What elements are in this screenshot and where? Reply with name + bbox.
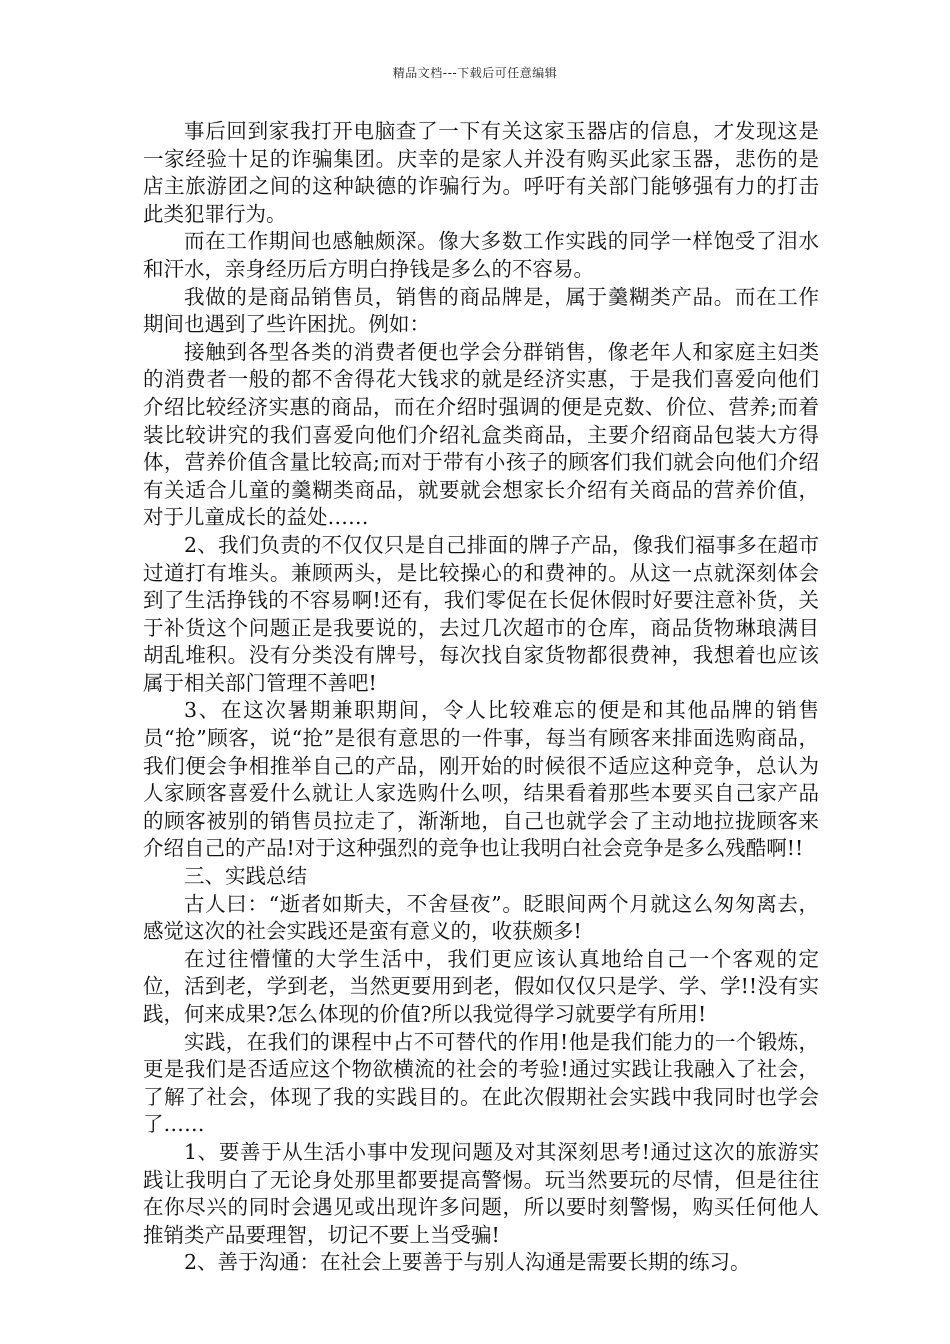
paragraph: 2、善于沟通：在社会上要善于与别人沟通是需要长期的练习。 [184, 1250, 751, 1275]
paragraph: 而在工作期间也感触颇深。像大多数工作实践的同学一样饱受了泪水和汗水，亲身经历后方明白挣钱是多么的不容易。 [143, 229, 819, 281]
paragraph: 事后回到家我打开电脑查了一下有关这家玉器店的信息，才发现这是一家经验十足的诈骗集团。庆幸的是家人并没有购买此家玉器，悲伤的是店主旅游团之间的这种缺德的诈骗行为。呼吁有关部门能够强有力的打击此类犯罪行为。 [143, 119, 819, 226]
section-heading: 三、实践总结 [184, 864, 307, 889]
paragraph: 3、在这次暑期兼职期间，令人比较难忘的便是和其他品牌的销售员“抢”顾客，说“抢”是很有意思的一件事，每当有顾客来排面选购商品，我们便会争相推举自己的产品，刚开始的时候很不适应这种竞争，总认为人家顾客喜爱什么就让人家选购什么呗，结果看着那些本要买自己家产品的顾客被别的销售员拉走了，渐渐地，自己也就学会了主动地拉拢顾客来介绍自己的产品!对于这种强烈的竞争也让我明白社会竞争是多么残酷啊!! [143, 698, 819, 861]
paragraph: 在过往懵懂的大学生活中，我们更应该认真地给自己一个客观的定位，活到老，学到老，当然更要用到老，假如仅仅只是学、学、学!!没有实践，何来成果?怎么体现的价值?所以我觉得学习就要学有所用! [143, 946, 819, 1026]
paragraph: 2、我们负责的不仅仅只是自己排面的牌子产品，像我们福事多在超市过道打有堆头。兼顾两头，是比较操心的和费神的。从这一点就深刻体会到了生活挣钱的不容易啊!还有，我们零促在长促休假时好要注意补货，关于补货这个问题正是我要说的，去过几次超市的仓库，商品货物琳琅满目胡乱堆积。没有分类没有牌号，每次找自家货物都很费神，我想着也应该属于相关部门管理不善吧! [143, 532, 819, 695]
paragraph: 接触到各型各类的消费者便也学会分群销售，像老年人和家庭主妇类的消费者一般的都不舍得花大钱求的就是经济实惠，于是我们喜爱向他们介绍比较经济实惠的商品，而在介绍时强调的便是克数、价位、营养;而着装比较讲究的我们喜爱向他们介绍礼盒类商品，主要介绍商品包装大方得体，营养价值含量比较高;而对于带有小孩子的顾客们我们就会向他们介绍有关适合儿童的羹糊类商品，就要就会想家长介绍有关商品的营养价值，对于儿童成长的益处…… [143, 339, 819, 530]
paragraph: 我做的是商品销售员，销售的商品牌是，属于羹糊类产品。而在工作期间也遇到了些许困扰。例如： [143, 284, 819, 337]
paragraph: 实践，在我们的课程中占不可替代的作用!他是我们能力的一个锻炼，更是我们是否适应这个物欲横流的社会的考验!通过实践让我融入了社会，了解了社会，体现了我的实践目的。在此次假期社会实践中我同时也学会了…… [143, 1029, 819, 1137]
paragraph: 1、要善于从生活小事中发现问题及对其深刻思考!通过这次的旅游实践让我明白了无论身处那里都要提高警惕。玩当然要玩的尽情，但是往往在你尽兴的同时会遇见或出现许多问题，所以要时刻警惕，购买任何他人推销类产品要理智，切记不要上当受骗! [143, 1139, 819, 1247]
paragraph: 古人曰：“逝者如斯夫，不舍昼夜”。眨眼间两个月就这么匆匆离去，感觉这次的社会实践还是蛮有意义的，收获颇多! [143, 891, 819, 944]
page-header: 精品文档---下载后可任意编辑 [392, 66, 558, 80]
document-body [143, 118, 819, 1277]
